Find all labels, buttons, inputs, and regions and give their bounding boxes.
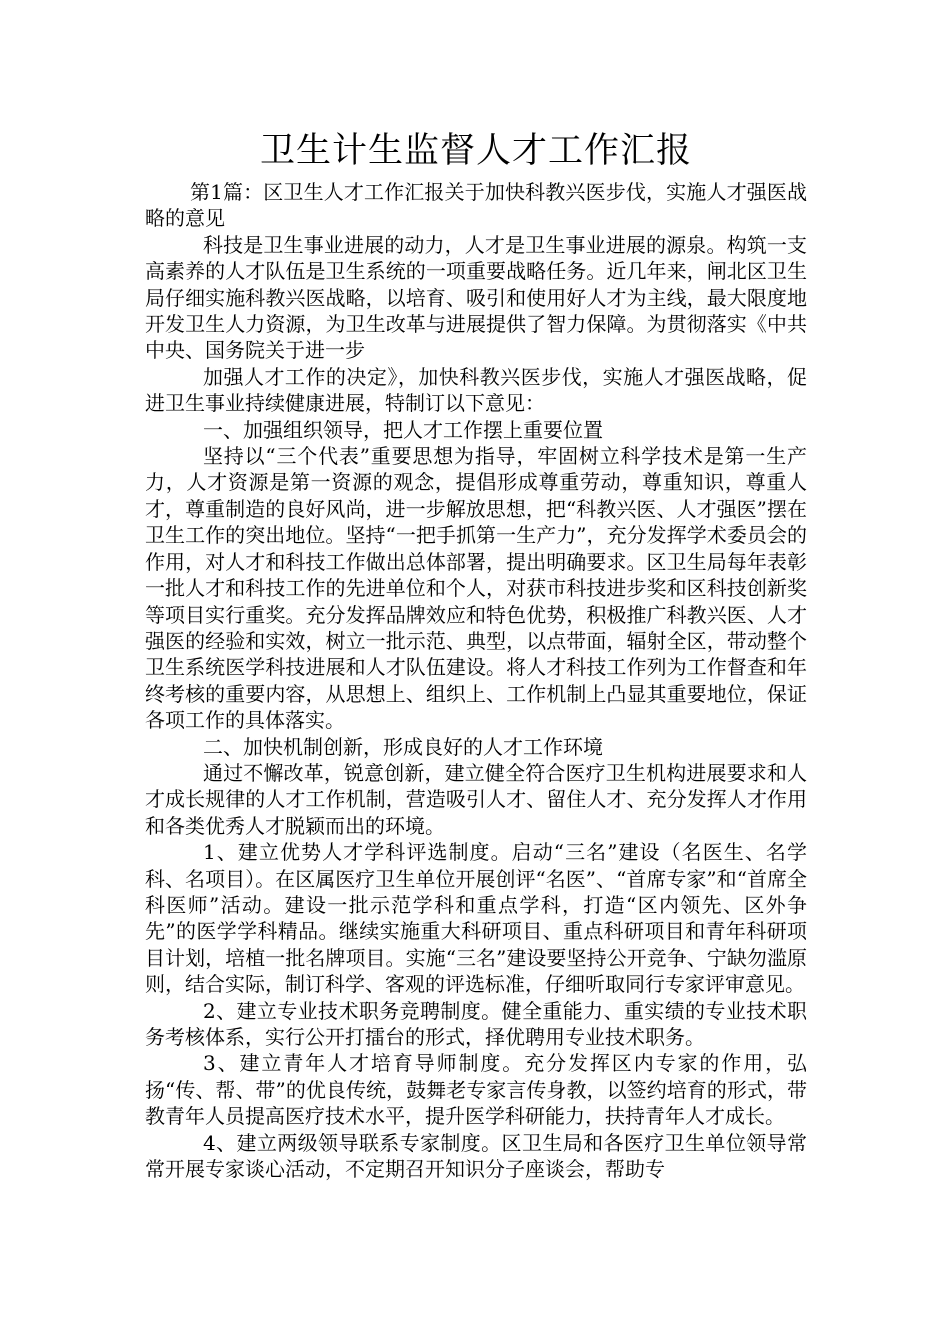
body-paragraph: 通过不懈改革，锐意创新，建立健全符合医疗卫生机构进展要求和人才成长规律的人才工作机制，营造吸引人才、留住人才、充分发挥人才作用和各类优秀人才脱颖而出的环境。 [145,760,807,838]
list-item-paragraph: 4、建立两级领导联系专家制度。区卫生局和各医疗卫生单位领导常常开展专家谈心活动，不定期召开知识分子座谈会，帮助专 [145,1130,807,1182]
body-paragraph: 加强人才工作的决定》，加快科教兴医步伐，实施人才强医战略，促进卫生事业持续健康进展，特制订以下意见： [145,364,807,416]
subtitle-paragraph: 第1篇：区卫生人才工作汇报关于加快科教兴医步伐，实施人才强医战略的意见 [145,180,807,231]
list-item-paragraph: 2、建立专业技术职务竞聘制度。健全重能力、重实绩的专业技术职务考核体系，实行公开打擂台的形式，择优聘用专业技术职务。 [145,998,807,1049]
document-page [145,128,807,1182]
body-paragraph: 坚持以“三个代表”重要思想为指导，牢固树立科学技术是第一生产力，人才资源是第一资源的观念，提倡形成尊重劳动，尊重知识，尊重人才，尊重制造的良好风尚，进一步解放思想，把“科教兴医、人才强医”摆在卫生工作的突出地位。坚持“一把手抓第一生产力”，充分发挥学术委员会的作用，对人才和科技工作做出总体部署，提出明确要求。区卫生局每年表彰一批人才和科技工作的先进单位和个人，对获市科技进步奖和区科技创新奖等项目实行重奖。充分发挥品牌效应和特色优势，积极推广科教兴医、人才强医的经验和实效，树立一批示范、典型，以点带面，辐射全区，带动整个卫生系统医学科技进展和人才队伍建设。将人才科技工作列为工作督查和年终考核的重要内容，从思想上、组织上、工作机制上凸显其重要地位，保证各项工作的具体落实。 [145,444,807,733]
list-item-paragraph: 3、建立青年人才培育导师制度。充分发挥区内专家的作用，弘扬“传、帮、带”的优良传统，鼓舞老专家言传身教，以签约培育的形式，带教青年人员提高医疗技术水平，提升医学科研能力，扶持青年人才成长。 [145,1051,807,1129]
section-heading: 一、加强组织领导，把人才工作摆上重要位置 [203,417,603,442]
body-paragraph: 科技是卫生事业进展的动力，人才是卫生事业进展的源泉。构筑一支高素养的人才队伍是卫生系统的一项重要战略任务。近几年来，闸北区卫生局仔细实施科教兴医战略，以培育、吸引和使用好人才为主线，最大限度地开发卫生人力资源，为卫生改革与进展提供了智力保障。为贯彻落实《中共中央、国务院关于进一步 [145,232,807,363]
list-item-paragraph: 1、建立优势人才学科评选制度。启动“三名”建设（名医生、名学科、名项目）。在区属医疗卫生单位开展创评“名医”、“首席专家”和“首席全科医师”活动。建设一批示范学科和重点学科，打造“区内领先、区外争先”的医学学科精品。继续实施重大科研项目、重点科研项目和青年科研项目计划，培植一批名牌项目。实施“三名”建设要坚持公开竞争、宁缺勿滥原则，结合实际，制订科学、客观的评选标准，仔细听取同行专家评审意见。 [145,840,807,997]
section-heading: 二、加快机制创新，形成良好的人才工作环境 [203,734,603,759]
document-title: 卫生计生监督人才工作汇报 [259,131,692,171]
